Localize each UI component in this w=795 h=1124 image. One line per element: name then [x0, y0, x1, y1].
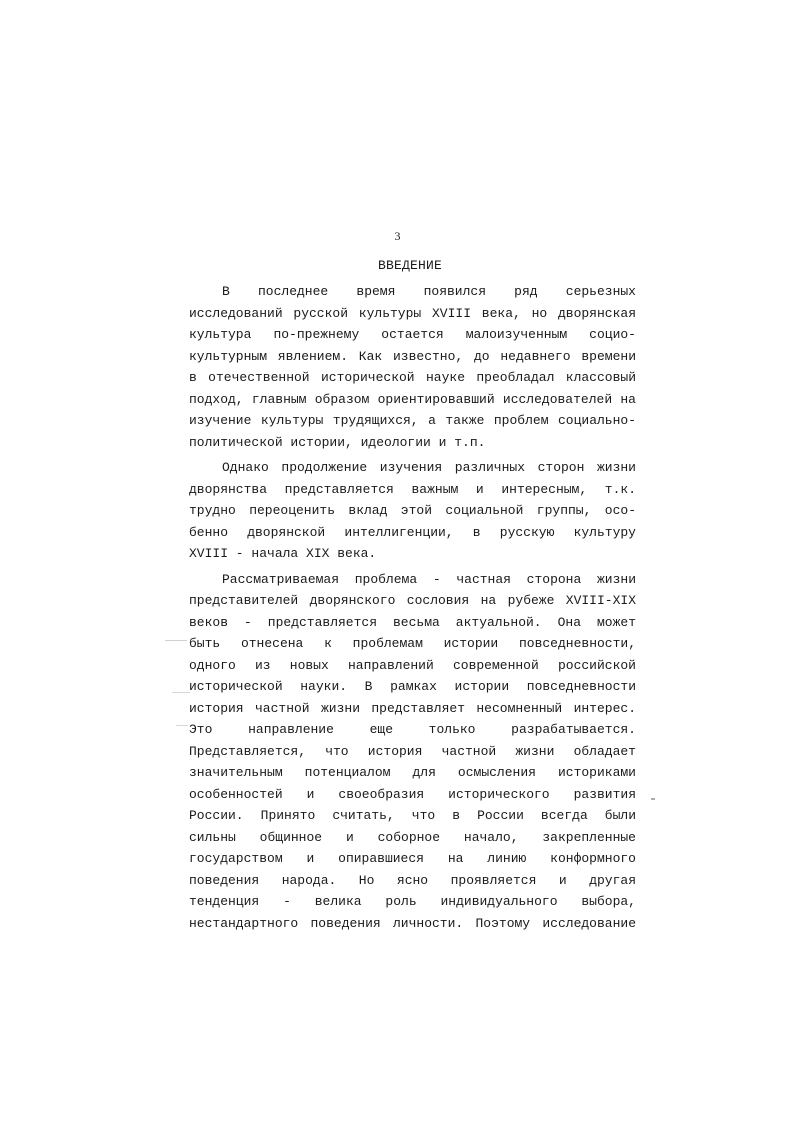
scan-artifact: [651, 798, 655, 800]
text-line: XVIII - начала XIX века.: [189, 546, 377, 561]
text-line: история частной жизни представляет несомненный интерес.: [189, 700, 636, 716]
text-line: исторической науки. В рамках истории повседневности: [189, 679, 636, 694]
text-line: изучение культуры трудящихся, а также проблем социально-: [189, 413, 636, 428]
text-line: Это направление еще только разрабатывается.: [189, 722, 636, 737]
text-line: России. Принято считать, что в России всегда были: [189, 808, 636, 823]
scan-artifact: [172, 692, 190, 693]
text-line: одного из новых направлений современной российской: [189, 657, 636, 673]
text-line: В последнее время появился ряд серьезных: [222, 284, 636, 299]
text-line: трудно переоценить вклад этой социальной группы, осо-: [189, 503, 636, 518]
text-line: нестандартного поведения личности. Поэтому исследование: [189, 915, 636, 931]
paragraph: [189, 281, 636, 453]
text-line: особенностей и своеобразия исторического развития: [189, 786, 636, 802]
text-line: сильны общинное и соборное начало, закрепленные: [189, 829, 636, 845]
text-line: в отечественной исторической науке преобладал классовый: [189, 370, 636, 385]
page-number: 3: [394, 229, 401, 243]
text-line: дворянства представляется важным и интересным, т.к.: [189, 481, 636, 497]
paragraph: [189, 569, 636, 935]
text-line: тенденция - велика роль индивидуального выбора,: [189, 894, 636, 909]
text-line: культура по-прежнему остается малоизученным социо-: [189, 327, 636, 342]
scan-artifact: [165, 640, 187, 641]
text-line: быть отнесена к проблемам истории повседневности,: [189, 636, 636, 651]
text-line: политической истории, идеологии и т.п.: [189, 434, 486, 450]
text-line: бенно дворянской интеллигенции, в русскую культуру: [189, 524, 636, 540]
text-line: представителей дворянского сословия на рубеже XVIII-XIX: [189, 593, 636, 608]
section-heading: ВВЕДЕНИЕ: [377, 258, 442, 273]
text-line: подход, главным образом ориентировавший исследователей на: [189, 391, 636, 407]
text-line: Представляется, что история частной жизни обладает: [189, 743, 636, 759]
text-line: культурным явлением. Как известно, до недавнего времени: [189, 348, 636, 364]
scan-artifact: [176, 725, 188, 726]
paragraph: [189, 457, 636, 565]
text-line: Рассматриваемая проблема - частная сторона жизни: [222, 571, 636, 587]
text-line: государством и опиравшиеся на линию конформного: [189, 851, 636, 866]
text-line: поведения народа. Но ясно проявляется и другая: [189, 872, 636, 888]
text-line: значительным потенциалом для осмысления историками: [189, 765, 636, 780]
body-text: [189, 281, 636, 938]
text-line: исследований русской культуры XVIII века, но дворянская: [189, 305, 636, 321]
text-line: веков - представляется весьма актуальной. Она может: [189, 614, 636, 630]
text-line: Однако продолжение изучения различных сторон жизни: [222, 460, 636, 475]
